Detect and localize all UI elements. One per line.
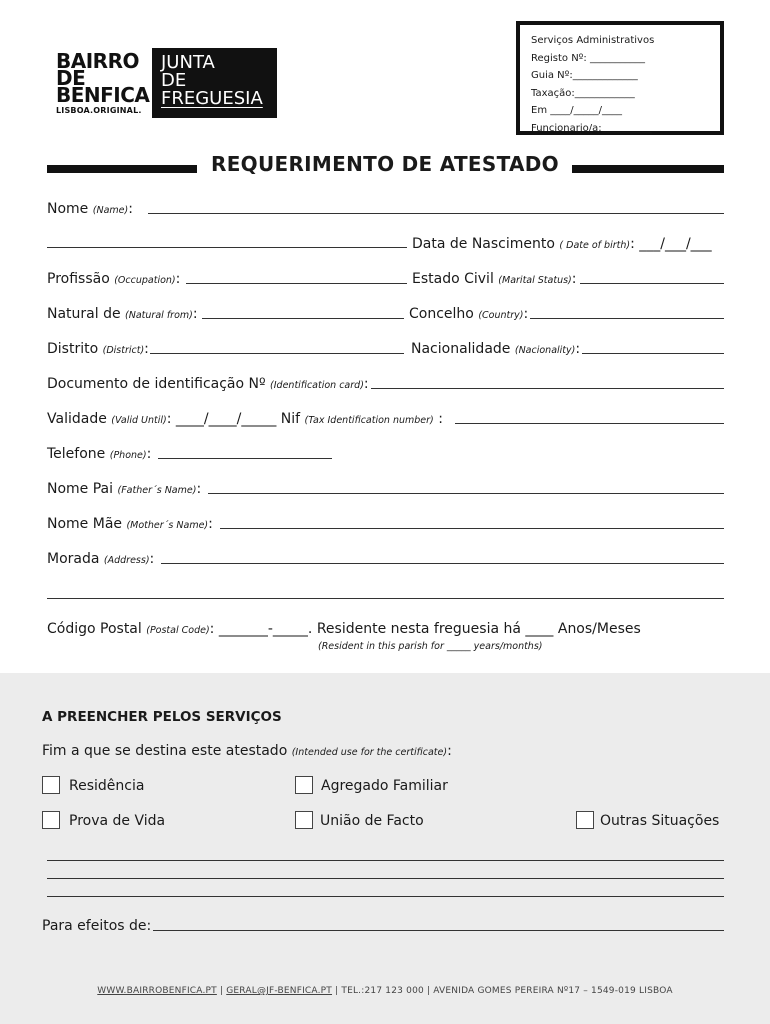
- agregado-checkbox[interactable]: [295, 776, 313, 794]
- distrito-field[interactable]: [150, 353, 404, 354]
- admin-guia[interactable]: Guia Nº:_____________: [531, 70, 638, 81]
- notes-line-1[interactable]: [47, 860, 724, 861]
- morada-field[interactable]: [161, 563, 724, 564]
- logo-line-1: BAIRRO: [56, 49, 139, 73]
- para-efeitos-field[interactable]: [153, 930, 724, 931]
- footer: WWW.BAIRROBENFICA.PT | GERAL@JF-BENFICA.PT | TEL.:217 123 000 | AVENIDA GOMES PEREIRA Nº17 – 1549-019 LISBOA: [97, 986, 673, 996]
- estado-civil-label: Estado Civil (Marital Status):: [412, 271, 577, 287]
- documento-field[interactable]: [371, 388, 724, 389]
- notes-line-2[interactable]: [47, 878, 724, 879]
- logo-box-line-2: DE: [161, 70, 187, 91]
- footer-site-link[interactable]: WWW.BAIRROBENFICA.PT: [97, 986, 217, 996]
- mae-field[interactable]: [220, 528, 724, 529]
- codigo-postal-label: Código Postal (Postal Code): _______-_____. Residente nesta freguesia há ____ Anos/Meses: [47, 621, 641, 637]
- logo-junta-freguesia: [152, 48, 277, 118]
- uniao-label: União de Facto: [320, 813, 424, 829]
- nascimento-field[interactable]: ___/___/___: [639, 236, 712, 252]
- estado-civil-field[interactable]: [580, 283, 724, 284]
- validade-label: Validade (Valid Until): ____/____/_____ Nif (Tax Identification number) :: [47, 411, 443, 427]
- admin-funcionario[interactable]: Funcionario/a:__________: [531, 122, 652, 134]
- services-section: [0, 673, 770, 1024]
- distrito-label: Distrito (District):: [47, 341, 149, 357]
- admin-box: [516, 21, 724, 135]
- profissao-label: Profissão (Occupation):: [47, 271, 181, 287]
- concelho-field[interactable]: [530, 318, 724, 319]
- outras-checkbox[interactable]: [576, 811, 594, 829]
- telefone-label: Telefone (Phone):: [47, 446, 152, 462]
- notes-line-3[interactable]: [47, 896, 724, 897]
- services-title: A PREENCHER PELOS SERVIÇOS: [42, 709, 282, 725]
- logo-line-2: DE: [56, 66, 86, 90]
- footer-contact: | TEL.:217 123 000 | AVENIDA GOMES PEREIRA Nº17 – 1549-019 LISBOA: [335, 986, 673, 996]
- nome-field-2[interactable]: [47, 247, 407, 248]
- residente-en: (Resident in this parish for _____ years/months): [318, 641, 543, 652]
- residente-text: Residente nesta freguesia há ____ Anos/Meses: [316, 621, 641, 637]
- logo-box-line-1: JUNTA: [161, 52, 215, 73]
- telefone-field[interactable]: [158, 458, 332, 459]
- nif-field[interactable]: [455, 423, 724, 424]
- admin-registo[interactable]: Registo Nº: ___________: [531, 52, 645, 64]
- title-bar-right: [572, 165, 724, 173]
- codigo-postal-field[interactable]: _______-_____.: [218, 621, 313, 637]
- pai-label: Nome Pai (Father´s Name):: [47, 481, 202, 497]
- admin-taxacao[interactable]: Taxação:____________: [531, 87, 635, 99]
- logo-bairro-benfica: [56, 49, 150, 116]
- nacionalidade-field[interactable]: [582, 353, 724, 354]
- nome-field[interactable]: [148, 213, 724, 214]
- nascimento-label: Data de Nascimento ( Date of birth): ___/___/___: [412, 236, 712, 252]
- logo-tagline: LISBOA.ORIGINAL.: [56, 106, 142, 115]
- validade-field[interactable]: ____/____/_____: [175, 411, 277, 427]
- page-title: REQUERIMENTO DE ATESTADO: [211, 152, 559, 176]
- pai-field[interactable]: [208, 493, 724, 494]
- profissao-field[interactable]: [186, 283, 407, 284]
- para-efeitos-label: Para efeitos de:: [42, 918, 152, 934]
- nome-label: Nome (Name):: [47, 201, 133, 217]
- concelho-label: Concelho (Country):: [409, 306, 529, 322]
- agregado-label: Agregado Familiar: [321, 778, 448, 794]
- natural-field[interactable]: [202, 318, 404, 319]
- prova-vida-checkbox[interactable]: [42, 811, 60, 829]
- morada-label: Morada (Address):: [47, 551, 155, 567]
- residencia-checkbox[interactable]: [42, 776, 60, 794]
- logo-box-line-3: FREGUESIA: [161, 88, 263, 109]
- prova-vida-label: Prova de Vida: [69, 813, 166, 829]
- outras-label: Outras Situações: [600, 813, 720, 829]
- logo-line-3: BENFICA: [56, 83, 150, 107]
- residencia-label: Residência: [69, 778, 145, 794]
- admin-title: Serviços Administrativos: [531, 35, 655, 46]
- natural-label: Natural de (Natural from):: [47, 306, 198, 322]
- admin-em[interactable]: Em ____/_____/____: [531, 105, 622, 116]
- morada-field-2[interactable]: [47, 598, 724, 599]
- purpose-label: Fim a que se destina este atestado (Intended use for the certificate):: [42, 743, 452, 759]
- footer-email-link[interactable]: GERAL@JF-BENFICA.PT: [226, 986, 333, 996]
- nacionalidade-label: Nacionalidade (Nacionality):: [411, 341, 581, 357]
- documento-label: Documento de identificação Nº (Identification card):: [47, 376, 369, 392]
- mae-label: Nome Mãe (Mother´s Name):: [47, 516, 213, 532]
- uniao-checkbox[interactable]: [295, 811, 313, 829]
